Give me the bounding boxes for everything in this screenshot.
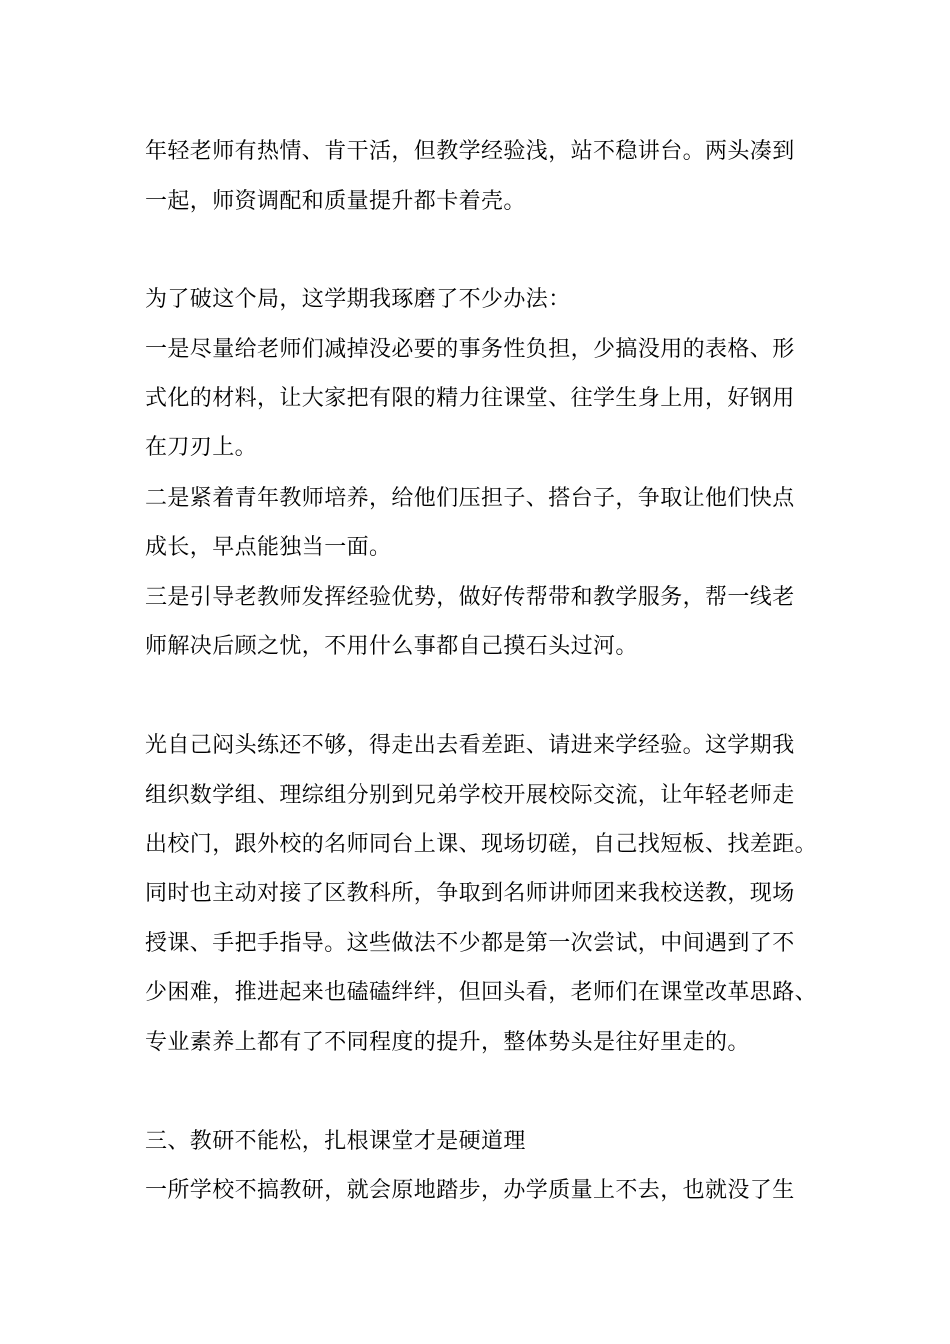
list-item-line: 成长，早点能独当一面。	[145, 535, 392, 560]
list-item-line: 二是紧着青年教师培养，给他们压担子、搭台子，争取让他们快点	[145, 486, 795, 511]
list-item-line: 师解决后顾之忧，不用什么事都自己摸石头过河。	[145, 634, 638, 659]
section-heading: 三、教研不能松，扎根课堂才是硬道理	[145, 1129, 526, 1154]
paragraph-line: 一起，师资调配和质量提升都卡着壳。	[145, 189, 526, 214]
paragraph-line: 授课、手把手指导。这些做法不少都是第一次尝试，中间遇到了不	[145, 931, 795, 956]
list-item-line: 三是引导老教师发挥经验优势，做好传帮带和教学服务，帮一线老	[145, 585, 795, 610]
paragraph-line: 同时也主动对接了区教科所，争取到名师讲师团来我校送教，现场	[145, 881, 795, 906]
paragraph-line: 专业素养上都有了不同程度的提升，整体势头是往好里走的。	[145, 1030, 750, 1055]
paragraph-line: 组织数学组、理综组分别到兄弟学校开展校际交流，让年轻老师走	[145, 783, 795, 808]
paragraph-line: 为了破这个局，这学期我琢磨了不少办法：	[145, 287, 571, 312]
paragraph-line: 一所学校不搞教研，就会原地踏步，办学质量上不去，也就没了生	[145, 1178, 795, 1203]
list-item-line: 式化的材料，让大家把有限的精力往课堂、往学生身上用，好钢用	[145, 386, 795, 411]
list-item-line: 在刀刃上。	[145, 435, 258, 460]
paragraph-line: 少困难，推进起来也磕磕绊绊，但回头看，老师们在课堂改革思路、	[145, 980, 818, 1005]
paragraph-line: 年轻老师有热情、肯干活，但教学经验浅，站不稳讲台。两头凑到	[145, 139, 795, 164]
list-item-line: 一是尽量给老师们减掉没必要的事务性负担，少搞没用的表格、形	[145, 337, 795, 362]
paragraph-line: 出校门，跟外校的名师同台上课、现场切磋，自己找短板、找差距。	[145, 832, 818, 857]
paragraph-line: 光自己闷头练还不够，得走出去看差距、请进来学经验。这学期我	[145, 733, 795, 758]
